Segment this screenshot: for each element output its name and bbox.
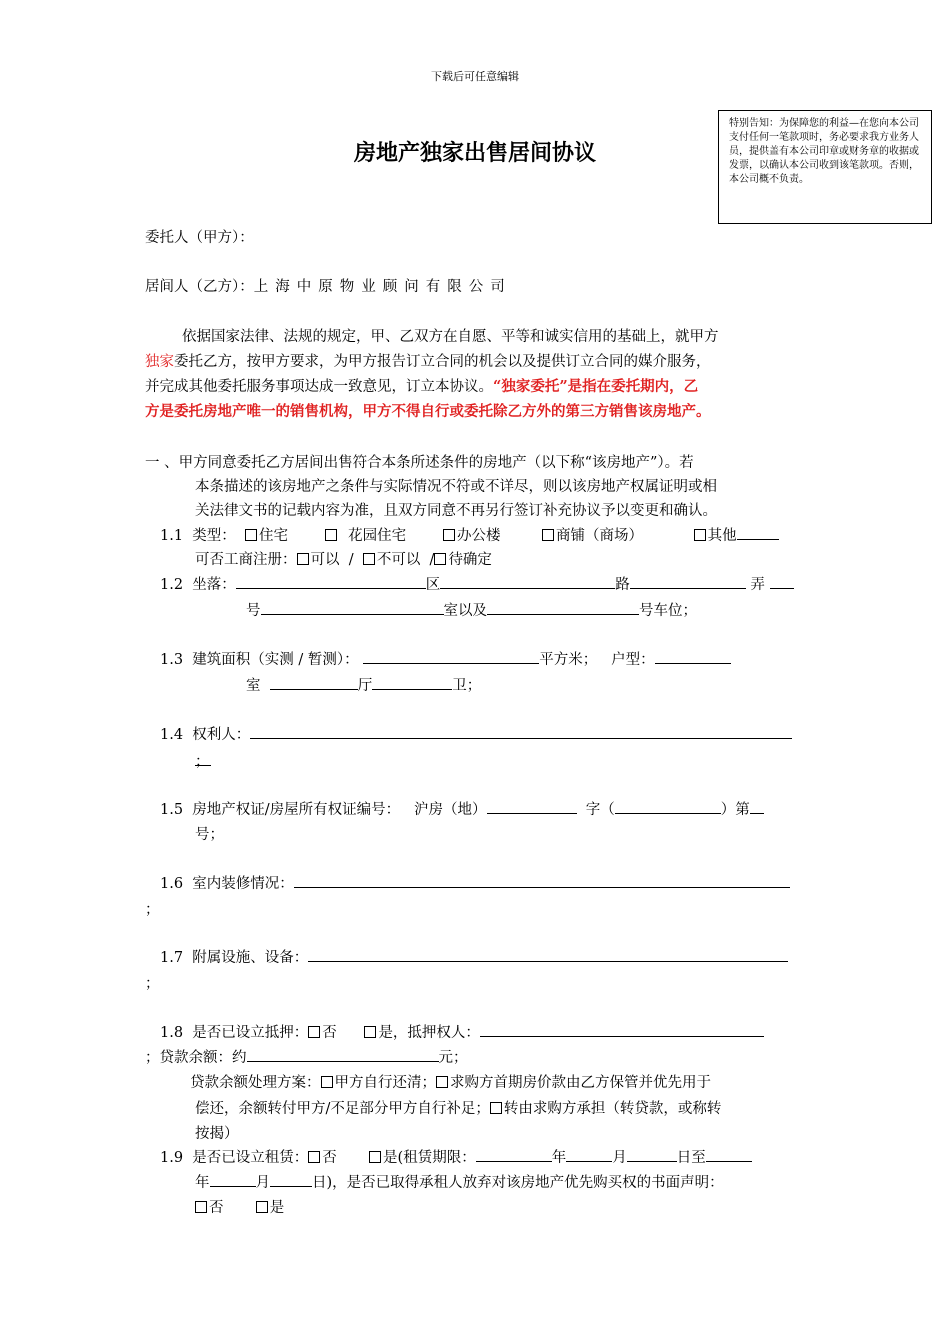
section1-line-3: 关法律文书的记载内容为准，且双方同意不再另行签订补充协议予以变更和确认。: [195, 503, 717, 519]
separator: /: [429, 552, 435, 568]
checkbox-plan-buyer-payment[interactable]: [436, 1076, 448, 1088]
mortgagee-field[interactable]: [480, 1021, 764, 1037]
item-1-7: [160, 946, 788, 970]
mortgagee-label: 是，抵押权人：: [378, 1025, 480, 1041]
option-label: 转由求购方承担（转贷款，或称转: [503, 1101, 722, 1117]
road-field[interactable]: [440, 573, 615, 589]
semicolon: ；: [195, 754, 210, 770]
item-number: 1.4: [160, 727, 184, 743]
district-label: 区: [425, 577, 441, 593]
separator: /: [348, 552, 354, 568]
intro-line-2: [145, 350, 711, 374]
intro-line-3-text: 并完成其他委托服务事项达成一致意见，订立本协议。: [145, 379, 493, 395]
item-number: 1.2: [160, 577, 184, 593]
item-1-2: [160, 573, 794, 597]
item-1-1-registration: [195, 548, 492, 572]
checkbox-waiver-yes[interactable]: [256, 1201, 268, 1213]
checkbox-tbd[interactable]: [434, 553, 446, 565]
item-1-9: [160, 1146, 752, 1170]
item-1-6: [160, 872, 790, 896]
lease-end-month-field[interactable]: [210, 1171, 256, 1187]
other-type-field[interactable]: [737, 524, 779, 540]
checkbox-residential[interactable]: [245, 529, 257, 541]
item-1-8-loan: [145, 1046, 468, 1070]
option-label: 可以: [310, 552, 340, 568]
intro-line-4: 方是委托房地产唯一的销售机构，甲方不得自行或委托除乙方外的第三方销售该房地产。: [145, 403, 711, 420]
registration-label: 可否工商注册：: [195, 552, 297, 568]
party-a-line: 委托人（甲方）：: [145, 230, 254, 246]
item-number: 1.6: [160, 876, 184, 892]
loan-balance-label: ；贷款余额：约: [145, 1050, 247, 1066]
waiver-question: 日)，是否已取得承租人放弃对该房地产优先购买权的书面声明：: [312, 1175, 724, 1191]
cert-field-1[interactable]: [487, 798, 577, 814]
option-label: 否: [322, 1150, 337, 1166]
layout-field[interactable]: [655, 648, 731, 664]
exclusive-word: 独家: [145, 354, 174, 370]
item-1-1: [160, 524, 779, 548]
checkbox-garden-house[interactable]: [325, 529, 337, 541]
plan-label: 贷款余额处理方案：: [190, 1075, 321, 1091]
lane-label: 弄: [750, 577, 765, 593]
notice-box: 特别告知：为保障您的利益—在您向本公司支付任何一笔款项时，务必要求我方业务人员，提供盖有本公司印章或财务章的收据或发票，以确认本公司收到该笔款项。否则，本公司概不负责。: [718, 110, 932, 224]
facilities-field[interactable]: [308, 946, 788, 962]
item-1-4: [160, 723, 792, 747]
hall-label: 厅: [357, 678, 373, 694]
editable-note: 下载后可任意编辑: [431, 70, 519, 83]
number-field[interactable]: [770, 573, 794, 589]
option-label: 办公楼: [456, 528, 501, 544]
option-label: 其他: [707, 528, 737, 544]
option-label: 求购方首期房价款由乙方保管并优先用于: [450, 1075, 711, 1091]
number-label: 号: [246, 603, 261, 619]
item-1-2-cont: [246, 599, 697, 623]
item-1-3-cont: [246, 674, 481, 698]
party-b-name: 上海中原物业顾问有限公司: [253, 279, 512, 295]
lease-start-month-field[interactable]: [566, 1146, 612, 1162]
item-1-9-cont: [195, 1171, 724, 1195]
layout-label: 户型：: [611, 652, 655, 668]
owner-field-tail: [195, 750, 211, 770]
checkbox-lease-yes[interactable]: [369, 1151, 381, 1163]
bath-label: 卫；: [452, 678, 482, 694]
item-1-8-plan-3: 按揭）: [195, 1126, 239, 1142]
year-label: 年: [195, 1175, 210, 1191]
item-number: 1.3: [160, 652, 184, 668]
intro-line-3: [145, 375, 698, 399]
item-1-6-end: ；: [145, 902, 160, 918]
item-number: 1.9: [160, 1150, 184, 1166]
decoration-field[interactable]: [294, 872, 790, 888]
lease-end-day-field[interactable]: [270, 1171, 312, 1187]
item-1-5-end: 号；: [195, 827, 224, 843]
item-label: 坐落：: [192, 577, 236, 593]
bath-count-field[interactable]: [372, 674, 452, 690]
item-label: 房地产权证/房屋所有权证编号：: [192, 802, 401, 818]
item-label: 建筑面积（实测 / 暂测）：: [192, 652, 359, 668]
option-label: 甲方自行还清；: [334, 1075, 436, 1091]
section1-line-2: 本条描述的该房地产之条件与实际情况不符或不详尽，则以该房地产权属证明或相: [195, 479, 717, 495]
item-label: 室内装修情况：: [192, 876, 294, 892]
room-count-label: 室: [246, 678, 261, 694]
year-label: 年: [551, 1150, 567, 1166]
item-1-8: [160, 1021, 764, 1045]
day-to-label: 日至: [676, 1150, 706, 1166]
checkbox-plan-self-repay[interactable]: [321, 1076, 333, 1088]
lease-end-year-field[interactable]: [706, 1146, 752, 1162]
parking-field[interactable]: [487, 599, 639, 615]
room-label: 室以及: [443, 603, 487, 619]
plan-text: 偿还，余额转付甲方/不足部分甲方自行补足；: [195, 1101, 490, 1117]
option-label: 商铺（商场）: [555, 528, 643, 544]
intro-line-2-text: 委托乙方，按甲方要求，为甲方报告订立合同的机会以及提供订立合同的媒介服务，: [174, 354, 711, 370]
cert-field-2[interactable]: [615, 798, 721, 814]
checkbox-cannot-register[interactable]: [363, 553, 375, 565]
party-b-label: 居间人（乙方）：: [145, 279, 254, 295]
checkbox-lease-no[interactable]: [308, 1151, 320, 1163]
room-field[interactable]: [261, 599, 444, 615]
item-label: 是否已设立抵押：: [192, 1025, 309, 1041]
checkbox-office[interactable]: [443, 529, 455, 541]
item-1-9-waiver: [195, 1196, 284, 1220]
parking-label: 号车位；: [639, 603, 697, 619]
party-b-line: [145, 275, 512, 299]
item-1-8-plan-2: [195, 1097, 721, 1121]
month-label: 月: [255, 1175, 270, 1191]
lease-start-day-field[interactable]: [627, 1146, 677, 1162]
owner-field[interactable]: [250, 723, 792, 739]
cert-field-3[interactable]: [750, 798, 764, 814]
loan-unit: 元；: [438, 1050, 468, 1066]
option-label: 否: [209, 1200, 224, 1216]
cert-char: 字（: [585, 802, 615, 818]
checkbox-plan-transfer[interactable]: [490, 1102, 502, 1114]
lane-field[interactable]: [630, 573, 746, 589]
item-label: 附属设施、设备：: [192, 950, 309, 966]
area-unit: 平方米；: [539, 652, 598, 668]
intro-line-1: 依据国家法律、法规的规定，甲、乙双方在自愿、平等和诚实信用的基础上，就甲方: [182, 329, 719, 345]
checkbox-can-register[interactable]: [297, 553, 309, 565]
checkbox-waiver-no[interactable]: [195, 1201, 207, 1213]
cert-prefix: 沪房（地）: [414, 802, 487, 818]
lease-start-year-field[interactable]: [476, 1146, 552, 1162]
lease-period-label: 是(租赁期限：: [383, 1150, 476, 1166]
checkbox-other[interactable]: [694, 529, 706, 541]
item-label: 权利人：: [192, 727, 251, 743]
option-label: 花园住宅: [348, 528, 407, 544]
option-label: 是: [269, 1200, 285, 1216]
item-1-7-end: ；: [145, 976, 160, 992]
checkbox-mortgage-no[interactable]: [308, 1026, 320, 1038]
checkbox-mortgage-yes[interactable]: [364, 1026, 376, 1038]
item-label: 是否已设立租赁：: [192, 1150, 309, 1166]
item-1-5: [160, 798, 764, 822]
item-1-8-plan-1: [190, 1071, 711, 1095]
item-1-3: [160, 648, 731, 672]
area-field[interactable]: [363, 648, 539, 664]
item-number: 1.7: [160, 950, 184, 966]
item-number: 1.1: [160, 528, 184, 544]
item-number: 1.5: [160, 802, 184, 818]
option-label: 住宅: [259, 528, 288, 544]
checkbox-shop[interactable]: [542, 529, 554, 541]
item-1-4-end: [195, 750, 211, 774]
option-label: 否: [322, 1025, 337, 1041]
month-label: 月: [612, 1150, 627, 1166]
loan-balance-field[interactable]: [247, 1046, 439, 1062]
cert-sequence: ）第: [720, 802, 750, 818]
page-title: 房地产独家出售居间协议: [353, 141, 596, 166]
hall-count-field[interactable]: [270, 674, 358, 690]
item-number: 1.8: [160, 1025, 184, 1041]
road-label: 路: [615, 577, 630, 593]
item-label: 类型：: [192, 528, 236, 544]
option-label: 不可以: [376, 552, 421, 568]
option-label: 待确定: [448, 552, 492, 568]
district-field[interactable]: [236, 573, 426, 589]
section1-line-1: 一 、甲方同意委托乙方居间出售符合本条所述条件的房地产（以下称“该房地产”）。若: [145, 455, 694, 471]
exclusive-definition: “独家委托”是指在委托期内，乙: [493, 378, 699, 395]
